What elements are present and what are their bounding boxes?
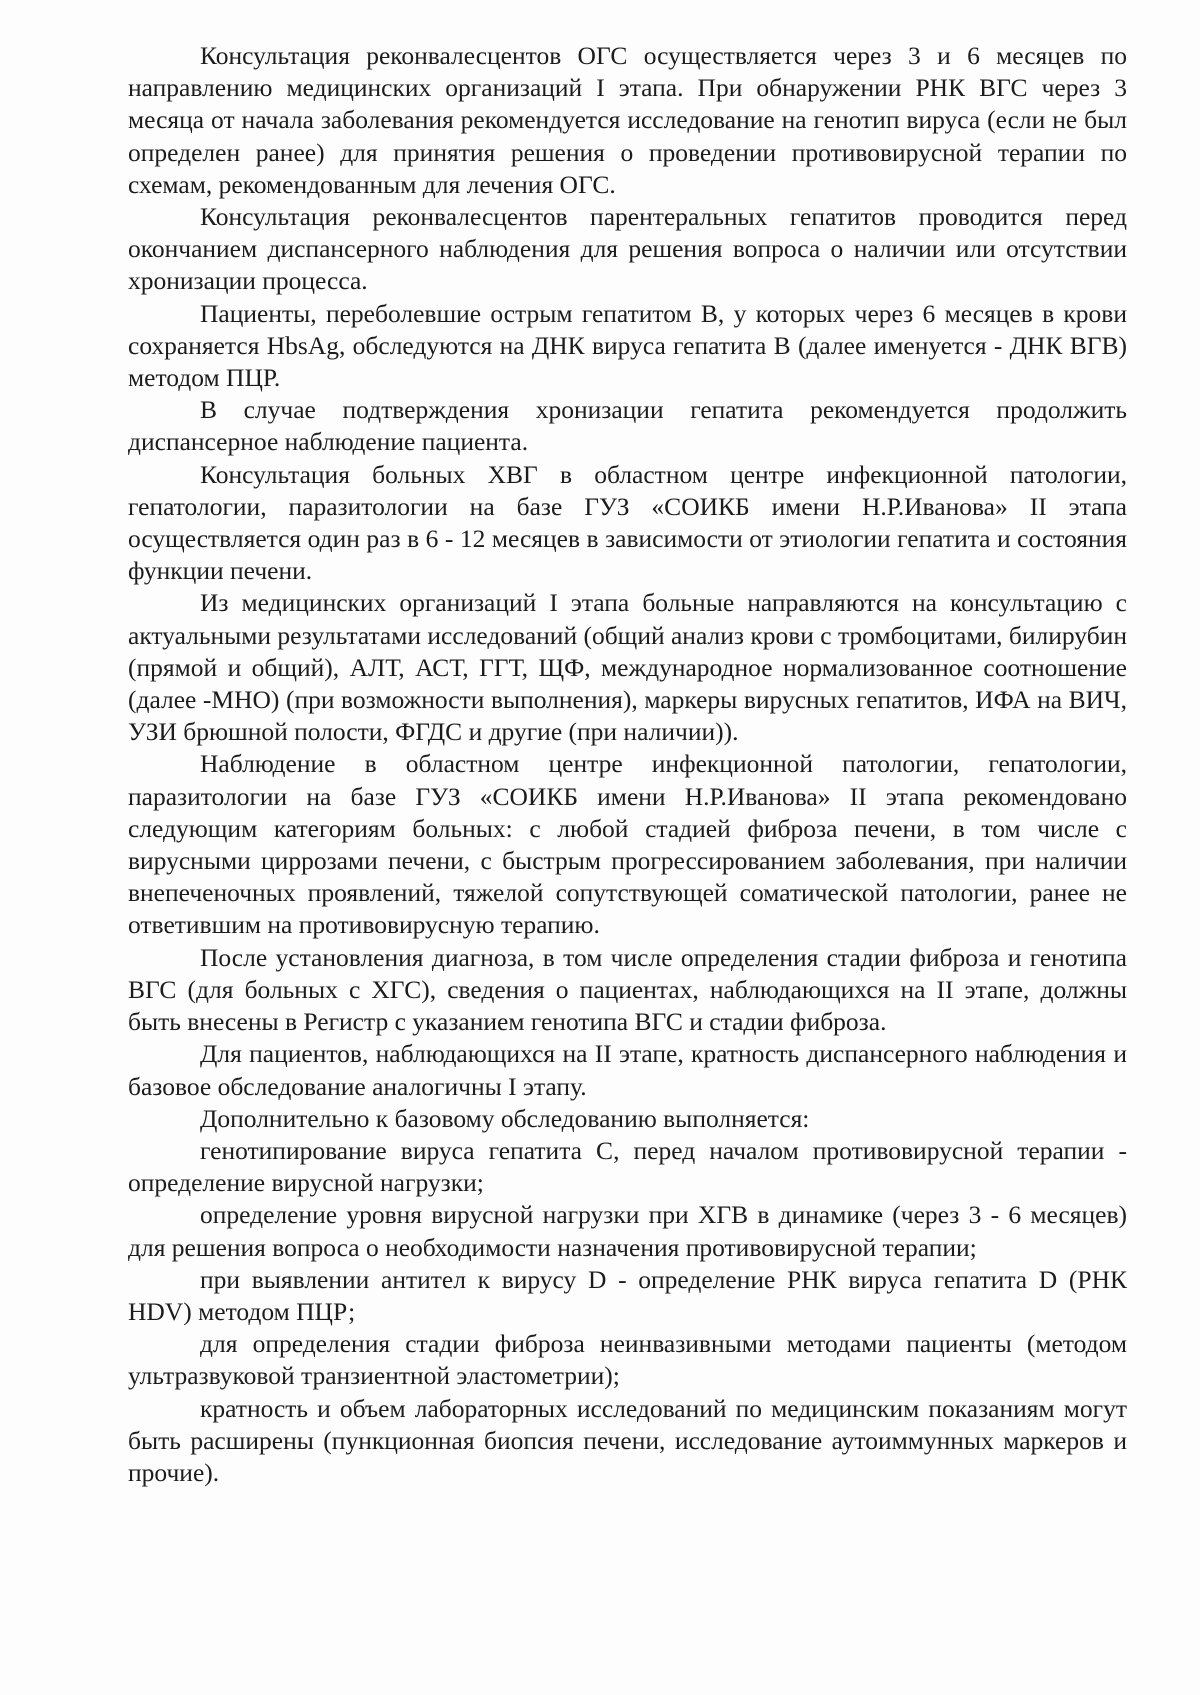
- paragraph-registry: После установления диагноза, в том числе определения стадии фиброза и генотипа ВГС (для больных с ХГС), сведения о пациентах, наблюдающихся на II этапе, должны быть внесены в Регистр с указанием генотипа ВГС и стадии фиброза.: [128, 942, 1127, 1037]
- paragraph-observation-categories: Наблюдение в областном центре инфекционной патологии, гепатологии, паразитологии на базе ГУЗ «СОИКБ имени Н.Р.Иванова» II этапа рекомендовано следующим категориям больных: с любой стадией фиброза печени, в том числе с вирусными циррозами печени, с быстрым прогрессированием заболевания, при наличии внепеченочных проявлений, тяжелой сопутствующей соматической патологии, ранее не ответившим на противовирусную терапию.: [128, 749, 1127, 940]
- paragraph-parenteral-consultation: Консультация реконвалесцентов парентеральных гепатитов проводится перед окончанием диспансерного наблюдения для решения вопроса о наличии или отсутствии хронизации процесса.: [128, 202, 1127, 296]
- paragraph-ogs-consultation: Консультация реконвалесцентов ОГС осуществляется через 3 и 6 месяцев по направлению медицинских организаций I этапа. При обнаружении РНК ВГС через 3 месяца от начала заболевания рекомендуется исследование на генотип вируса (если не был определен ранее) для принятия решения о проведении противовирусной терапии по схемам, рекомендованным для лечения ОГС.: [128, 41, 1127, 199]
- paragraph-stage-two-frequency: Для пациентов, наблюдающихся на II этапе, кратность диспансерного наблюдения и базовое обследование аналогичны I этапу.: [128, 1039, 1127, 1101]
- paragraph-referral-tests: Из медицинских организаций I этапа больные направляются на консультацию с актуальными результатами исследований (общий анализ крови с тромбоцитами, билирубин (прямой и общий), АЛТ, АСТ, ГГТ, ЩФ, международное нормализованное соотношение (далее -МНО) (при возможности выполнения), маркеры вирусных гепатитов, ИФА на ВИЧ, УЗИ брюшной полости, ФГДС и другие (при наличии)).: [128, 588, 1127, 747]
- paragraph-genotyping: генотипирование вируса гепатита С, перед началом противовирусной терапии - определение вирусной нагрузки;: [128, 1135, 1127, 1198]
- paragraph-viral-load: определение уровня вирусной нагрузки при ХГВ в динамике (через 3 - 6 месяцев) для решения вопроса о необходимости назначения противовирусной терапии;: [128, 1200, 1127, 1262]
- paragraph-fibrosis: для определения стадии фиброза неинвазивными методами пациенты (методом ультразвуковой транзиентной эластометрии);: [128, 1329, 1127, 1391]
- paragraph-hepatitis-b-followup: Пациенты, переболевшие острым гепатитом В, у которых через 6 месяцев в крови сохраняется HbsAg, обследуются на ДНК вируса гепатита В (далее именуется - ДНК ВГВ) методом ПЦР.: [128, 298, 1127, 393]
- paragraph-lab-extent: кратность и объем лабораторных исследований по медицинским показаниям могут быть расширены (пункционная биопсия печени, исследование аутоиммунных маркеров и прочие).: [128, 1393, 1127, 1487]
- paragraph-additional-exam-intro: Дополнительно к базовому обследованию выполняется:: [200, 1103, 810, 1133]
- document-body: [128, 40, 1127, 1489]
- paragraph-hdv: при выявлении антител к вирусу D - определение РНК вируса гепатита D (РНК HDV) методом ПЦР;: [128, 1264, 1127, 1326]
- paragraph-chronization: В случае подтверждения хронизации гепатита рекомендуется продолжить диспансерное наблюдение пациента.: [128, 395, 1127, 457]
- paragraph-hvg-consultation: Консультация больных ХВГ в областном центре инфекционной патологии, гепатологии, паразитологии на базе ГУЗ «СОИКБ имени Н.Р.Иванова» II этапа осуществляется один раз в 6 - 12 месяцев в зависимости от этиологии гепатита и состояния функции печени.: [128, 459, 1127, 586]
